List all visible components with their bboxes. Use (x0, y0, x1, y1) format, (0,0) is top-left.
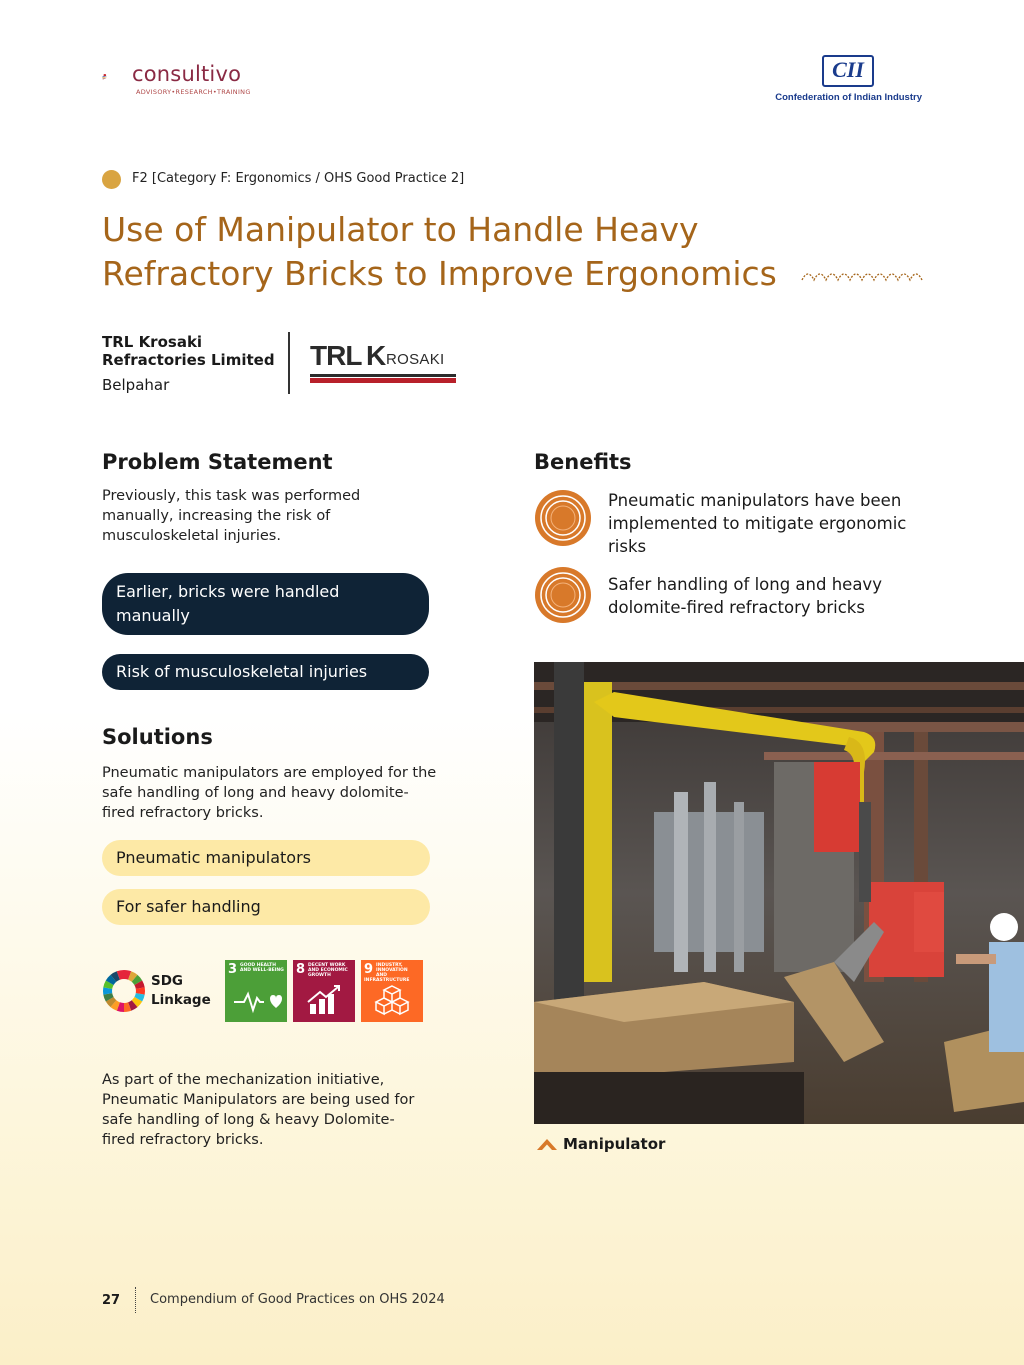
benefit-item-2: Safer handling of long and heavy dolomite-fired refractory bricks (608, 575, 882, 617)
sdg-wheel-icon (102, 969, 146, 1013)
growth-chart-icon (296, 984, 352, 1016)
sdg-goal-9-number: 9 (364, 962, 374, 977)
footer-divider (135, 1287, 136, 1313)
sdg-goal-8-number: 8 (296, 962, 306, 977)
problem-pill-risk: Risk of musculoskeletal injuries (102, 654, 429, 690)
sdg-goal-9-title: INDUSTRY, INNOVATION AND INFRASTRUCTURE (364, 963, 410, 983)
sdg-goal-9-tile (361, 960, 423, 1022)
page-title-line1: Use of Manipulator to Handle Heavy (102, 210, 699, 249)
sdg-goal-8-title: DECENT WORK AND ECONOMIC GROWTH (308, 963, 348, 978)
benefits-heading: Benefits (534, 450, 632, 474)
trl-logo-k: K (366, 340, 387, 371)
problem-text: Previously, this task was performed manually, increasing the risk of musculoskeletal injuries. (102, 488, 361, 544)
footer-publication: Compendium of Good Practices on OHS 2024 (150, 1292, 445, 1307)
consultivo-logo (102, 60, 132, 94)
page-title-line2: Refractory Bricks to Improve Ergonomics (102, 254, 777, 293)
trl-logo-main: TRL (310, 340, 362, 371)
page-number: 27 (102, 1293, 121, 1308)
sdg-goal-8-tile (293, 960, 355, 1022)
manipulator-photo (534, 662, 1024, 1124)
trl-logo-rest: ROSAKI (386, 351, 445, 368)
benefit-item-1: Pneumatic manipulators have been implemented to mitigate ergonomic risks (608, 491, 907, 556)
company-name (102, 333, 275, 369)
squiggle-decoration-icon (800, 266, 924, 286)
sdg-label-line1: SDG (151, 973, 184, 989)
solutions-text: Pneumatic manipulators are employed for the safe handling of long and heavy dolomite-fired refractory bricks. (102, 765, 437, 821)
problem-pill-manual: Earlier, bricks were handled manually (102, 573, 429, 635)
consultivo-wordmark: consultivo (132, 62, 242, 86)
trl-krosaki-logo (310, 340, 460, 386)
problem-heading: Problem Statement (102, 450, 333, 474)
heartbeat-icon (228, 986, 284, 1016)
sdg-goal-3-number: 3 (228, 962, 238, 977)
company-location: Belpahar (102, 376, 170, 394)
benefit-target-icon-2 (534, 566, 592, 624)
sdg-goal-3-title: GOOD HEALTH AND WELL-BEING (240, 963, 284, 973)
solutions-pill-manipulators: Pneumatic manipulators (102, 840, 430, 876)
trl-logo-bar-red (310, 378, 456, 383)
cubes-icon (364, 984, 420, 1016)
page-title (102, 208, 822, 296)
category-label: F2 [Category F: Ergonomics / OHS Good Practice 2] (132, 171, 465, 186)
company-name-line1: TRL Krosaki (102, 333, 203, 351)
summary-text: As part of the mechanization initiative, Pneumatic Manipulators are being used for safe handling of long & heavy Dolomite-fired refractory bricks. (102, 1072, 415, 1148)
sdg-linkage-label (151, 972, 211, 1010)
chevron-up-icon (536, 1136, 558, 1152)
solutions-heading: Solutions (102, 725, 213, 749)
company-name-line2: Refractories Limited (102, 351, 275, 369)
photo-caption: Manipulator (563, 1135, 666, 1153)
sdg-goal-3-tile (225, 960, 287, 1022)
company-divider (288, 332, 290, 394)
cii-full-name: Confederation of Indian Industry (775, 92, 922, 103)
consultivo-tagline: ADVISORY•RESEARCH•TRAINING (136, 88, 251, 96)
solutions-pill-safer: For safer handling (102, 889, 430, 925)
sdg-label-line2: Linkage (151, 992, 211, 1008)
trl-logo-bar-dark (310, 374, 456, 377)
cii-logo-text: CII (832, 57, 864, 82)
benefit-target-icon-1 (534, 489, 592, 547)
category-dot-icon (102, 170, 121, 189)
